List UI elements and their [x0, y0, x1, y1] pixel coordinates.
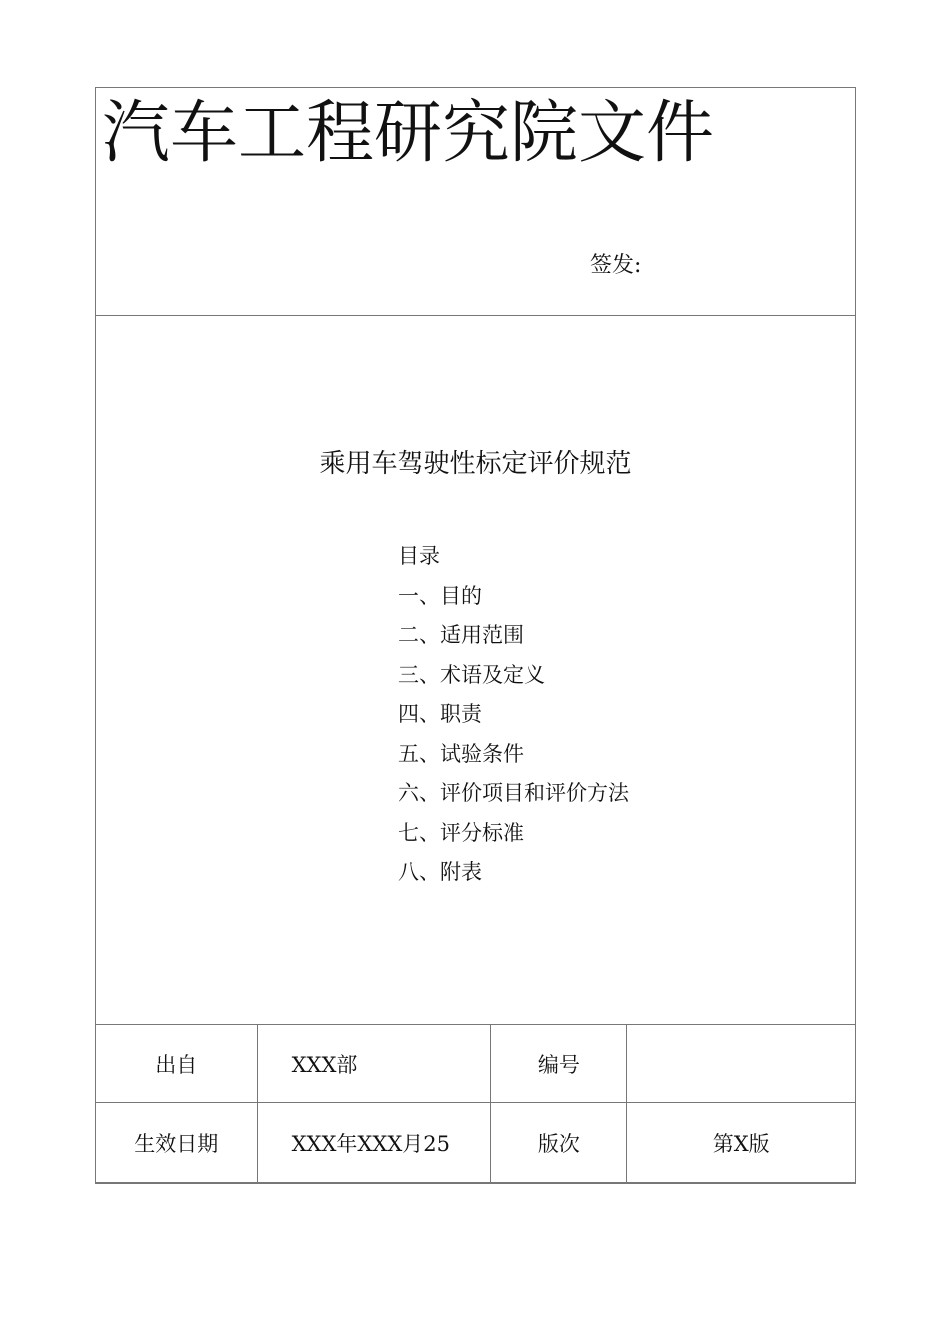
toc-item: 一、目的 [398, 583, 482, 608]
number-value [627, 1025, 856, 1103]
document-title: 乘用车驾驶性标定评价规范 [319, 449, 632, 479]
header-section [96, 88, 855, 316]
org-title: 汽车工程研究院文件 [102, 94, 715, 173]
from-value: XXX部 [257, 1025, 491, 1103]
effective-date-label: 生效日期 [96, 1103, 258, 1184]
edition-label: 版次 [491, 1103, 627, 1184]
toc-item: 四、职责 [398, 702, 482, 726]
table-row [96, 1025, 856, 1103]
document-frame [95, 87, 856, 1183]
edition-value: 第X版 [627, 1103, 856, 1184]
toc-item: 二、适用范围 [398, 623, 524, 647]
from-label: 出自 [96, 1025, 258, 1103]
toc-item: 三、术语及定义 [398, 662, 545, 687]
toc-item: 五、试验条件 [398, 741, 524, 766]
table-of-contents [398, 542, 629, 898]
toc-heading: 目录 [398, 544, 440, 568]
sign-label: 签发: [590, 253, 642, 278]
toc-item: 七、评分标准 [398, 820, 524, 845]
number-label: 编号 [491, 1025, 627, 1103]
metadata-table [95, 1024, 856, 1184]
toc-item: 八、附表 [398, 860, 482, 884]
effective-date-value: XXX年XXX月25 [257, 1103, 491, 1184]
toc-item: 六、评价项目和评价方法 [398, 781, 629, 805]
table-row [96, 1103, 856, 1184]
